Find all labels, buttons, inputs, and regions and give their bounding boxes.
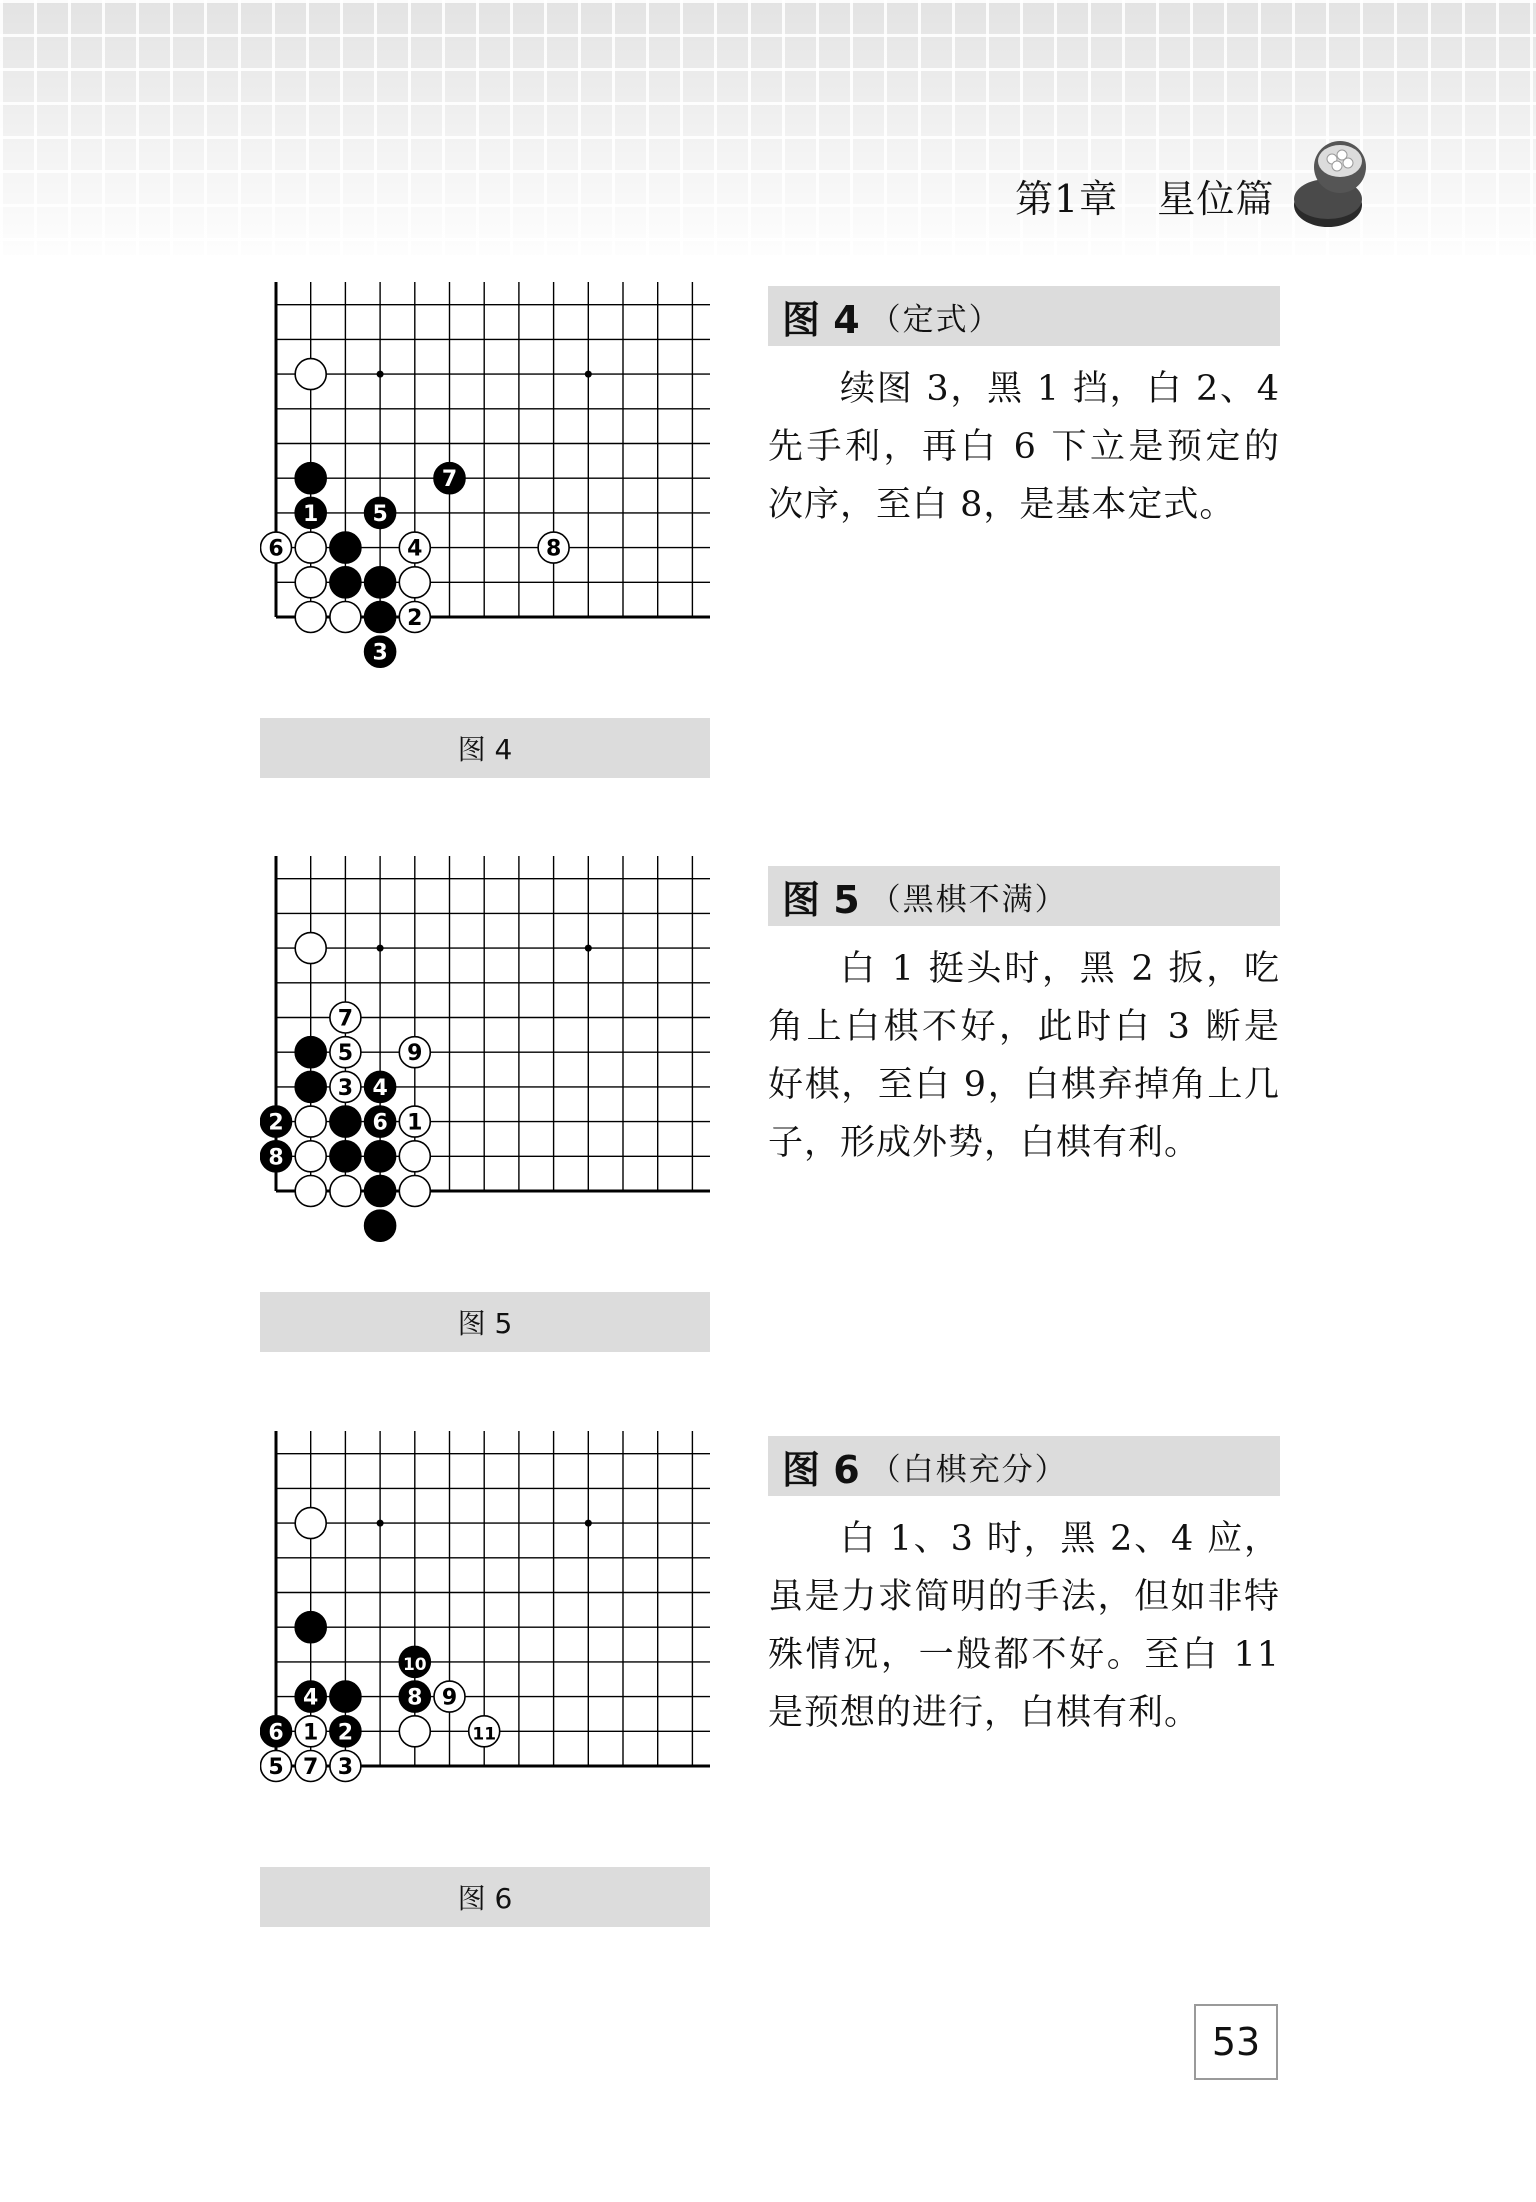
black-stone — [330, 1106, 361, 1137]
move-number: 10 — [402, 1654, 427, 1675]
caption-text: 图 5 — [457, 1307, 513, 1340]
figure-subtitle: （白棋充分） — [869, 1451, 1068, 1488]
white-stone — [261, 1751, 292, 1782]
move-number: 4 — [407, 536, 423, 562]
move-number: 3 — [372, 640, 388, 666]
white-stone — [399, 1176, 430, 1207]
white-stone — [399, 567, 430, 598]
black-stone — [330, 1141, 361, 1172]
figure-heading — [768, 286, 1280, 346]
figure-number: 图 6 — [782, 1447, 860, 1492]
white-stone — [295, 933, 326, 964]
move-number: 9 — [441, 1685, 458, 1711]
move-number: 1 — [303, 1720, 319, 1746]
black-stone — [295, 1612, 326, 1643]
black-stone — [399, 1646, 430, 1677]
figure-5-description — [768, 866, 1280, 1172]
white-stone — [330, 1071, 361, 1102]
black-stone — [261, 1141, 292, 1172]
black-stone — [365, 602, 396, 633]
move-number: 8 — [268, 1145, 284, 1171]
white-stone — [399, 532, 430, 563]
figure-number: 图 5 — [782, 877, 860, 922]
move-number: 5 — [268, 1755, 284, 1780]
white-stone — [295, 359, 326, 390]
black-stone — [295, 463, 326, 494]
black-stone — [295, 497, 326, 528]
move-number: 3 — [337, 1755, 354, 1780]
white-stone — [399, 602, 430, 633]
star-point — [377, 371, 384, 378]
move-number: 8 — [407, 1685, 423, 1711]
move-number: 6 — [268, 1720, 284, 1746]
figure-6-description — [768, 1436, 1280, 1742]
white-stone — [295, 1141, 326, 1172]
black-stone — [365, 1141, 396, 1172]
move-number: 2 — [337, 1720, 354, 1746]
star-point — [585, 1520, 592, 1527]
black-stone — [365, 1106, 396, 1137]
black-stone — [365, 497, 396, 528]
star-point — [377, 945, 384, 952]
move-number: 4 — [372, 1075, 388, 1101]
black-stone — [365, 636, 396, 667]
black-stone — [399, 1681, 430, 1712]
figure-caption — [260, 718, 710, 778]
star-point — [585, 945, 592, 952]
figure-4-description — [768, 286, 1280, 534]
figure-text: 白 1 挺头时，黑 2 扳，吃角上白棋不好，此时白 3 断是好棋，至白 9，白棋弃掉角上几子，形成外势，白棋有利。 — [768, 949, 1280, 1163]
figure-heading — [768, 1436, 1280, 1496]
white-stone — [469, 1716, 500, 1747]
move-number: 1 — [407, 1110, 423, 1136]
move-number: 1 — [303, 501, 319, 527]
move-number: 11 — [472, 1724, 497, 1745]
go-bowl-icon — [1290, 135, 1370, 230]
move-number: 5 — [337, 1041, 354, 1067]
chapter-title: 第1章 星位篇 — [1015, 177, 1275, 221]
white-stone — [295, 567, 326, 598]
move-number: 2 — [268, 1110, 284, 1136]
move-number: 7 — [303, 1755, 319, 1780]
figure-number: 图 4 — [782, 297, 860, 342]
go-board — [260, 282, 710, 702]
figure-text: 续图 3，黑 1 挡，白 2、4 先手利，再白 6 下立是预定的次序，至白 8，是基本定式。 — [768, 369, 1280, 525]
figure-subtitle: （定式） — [869, 301, 1002, 338]
black-stone — [365, 567, 396, 598]
black-stone — [434, 463, 465, 494]
page-header — [0, 0, 1536, 255]
black-stone — [261, 1716, 292, 1747]
move-number: 2 — [407, 606, 423, 631]
white-stone — [295, 602, 326, 633]
star-point — [377, 1520, 384, 1527]
move-number: 6 — [372, 1110, 388, 1136]
caption-text: 图 4 — [457, 733, 513, 766]
black-stone — [330, 1681, 361, 1712]
white-stone — [538, 532, 569, 563]
white-stone — [399, 1141, 430, 1172]
move-number: 7 — [441, 467, 458, 493]
white-stone — [330, 1002, 361, 1033]
figure-caption — [260, 1292, 710, 1352]
black-stone — [261, 1106, 292, 1137]
star-point — [585, 371, 592, 378]
go-board — [260, 1431, 710, 1851]
white-stone — [330, 1037, 361, 1068]
white-stone — [295, 1106, 326, 1137]
black-stone — [295, 1037, 326, 1068]
white-stone — [261, 532, 292, 563]
white-stone — [295, 1751, 326, 1782]
white-stone — [295, 1176, 326, 1207]
black-stone — [365, 1176, 396, 1207]
white-stone — [399, 1037, 430, 1068]
move-number: 3 — [337, 1075, 354, 1101]
white-stone — [399, 1106, 430, 1137]
white-stone — [330, 1751, 361, 1782]
move-number: 9 — [407, 1041, 423, 1067]
move-number: 6 — [268, 536, 284, 562]
move-number: 4 — [303, 1685, 319, 1711]
black-stone — [295, 1681, 326, 1712]
black-stone — [365, 1210, 396, 1241]
white-stone — [399, 1716, 430, 1747]
figure-heading — [768, 866, 1280, 926]
white-stone — [295, 1508, 326, 1539]
figure-subtitle: （黑棋不满） — [869, 881, 1068, 918]
black-stone — [330, 567, 361, 598]
black-stone — [295, 1071, 326, 1102]
black-stone — [330, 532, 361, 563]
white-stone — [434, 1681, 465, 1712]
go-board — [260, 856, 710, 1276]
black-stone — [365, 1071, 396, 1102]
black-stone — [330, 1716, 361, 1747]
move-number: 7 — [337, 1006, 354, 1032]
white-stone — [330, 602, 361, 633]
white-stone — [295, 532, 326, 563]
white-stone — [330, 1176, 361, 1207]
white-stone — [295, 1716, 326, 1747]
figure-text: 白 1、3 时，黑 2、4 应，虽是力求简明的手法，但如非特殊情况，一般都不好。至白 11 是预想的进行，白棋有利。 — [768, 1519, 1280, 1733]
figure-caption — [260, 1867, 710, 1927]
move-number: 8 — [545, 536, 562, 562]
move-number: 5 — [372, 501, 388, 527]
caption-text: 图 6 — [457, 1882, 513, 1915]
page-number: 53 — [1194, 2004, 1278, 2080]
